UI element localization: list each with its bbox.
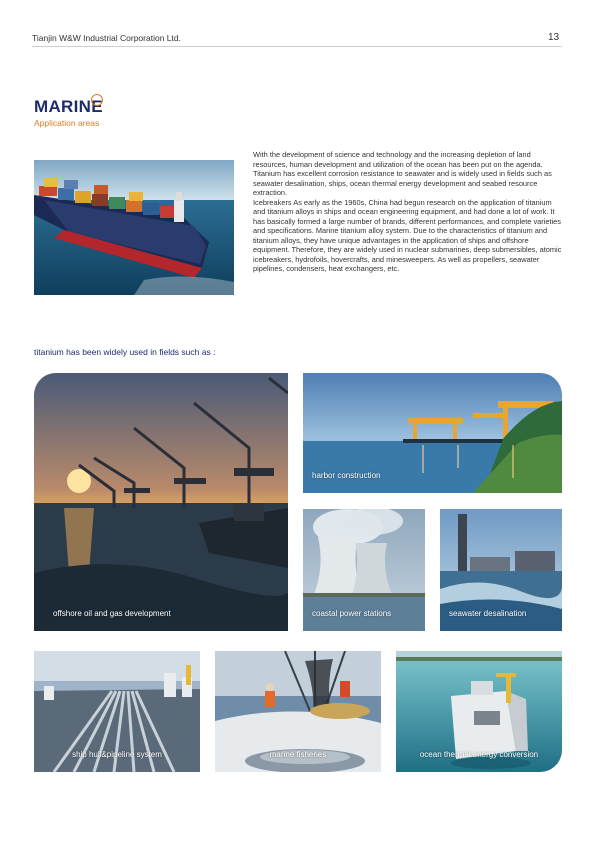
ship-hull-pipeline-tile — [34, 651, 200, 772]
intro-text-block — [253, 150, 563, 274]
header-divider — [32, 46, 562, 47]
ship-hull-caption: ship hull&pipeline system — [72, 750, 162, 759]
ocean-thermal-tile — [396, 651, 562, 772]
seawater-desalination-tile — [440, 509, 562, 631]
offshore-caption: offshore oil and gas development — [53, 609, 171, 618]
title-ring-decoration — [91, 94, 103, 106]
page-number: 13 — [548, 32, 560, 43]
offshore-oil-gas-tile — [34, 373, 288, 631]
container-ship-photo — [34, 160, 234, 295]
intro-paragraph-2: Icebreakers As early as the 1960s, China had begun research on the application of titanium and titanium alloys in ships and ocean engineering equipment, and had done a lot of work. It has basically formed a large number of brands, different performances, and complete varieties and specifications. Marine titanium alloy system. Due to the characteristics of titanium and titanium alloys, they have unique advantages in the application of ships and offshore equipment. Therefore, they are widely used in nuclear submarines, deep submersibles, atomic icebreakers, hydrofoils, hovercrafts, and minesweepers. As well as propellers, seawater pipelines, condensers, heat exchangers, etc. — [253, 197, 562, 273]
coastal-power-tile — [303, 509, 425, 631]
intro-paragraph-1: With the development of science and technology and the increasing depletion of land resources, human development and utilization of the ocean has been put on the agenda. Titanium has excellent corrosion resistance to seawater and is widely used in fields such as seawater desalination, ships, ocean thermal energy development and seabed resource extraction. — [253, 150, 552, 197]
harbor-caption: harbor construction — [312, 471, 381, 480]
marine-fisheries-tile — [215, 651, 381, 772]
harbor-construction-tile — [303, 373, 562, 493]
section-title: MARINE — [34, 97, 103, 116]
fields-heading: titanium has been widely used in fields such as : — [34, 347, 216, 357]
fisheries-caption: marine fisheries — [269, 750, 327, 759]
header-company-name: Tianjin W&W Industrial Corporation Ltd. — [32, 33, 181, 43]
coastal-caption: coastal power stations — [312, 609, 392, 618]
section-subtitle: Application areas — [34, 118, 100, 128]
thermal-caption: ocean thermal energy conversion — [419, 750, 539, 759]
desalination-caption: seawater desalination — [449, 609, 527, 618]
